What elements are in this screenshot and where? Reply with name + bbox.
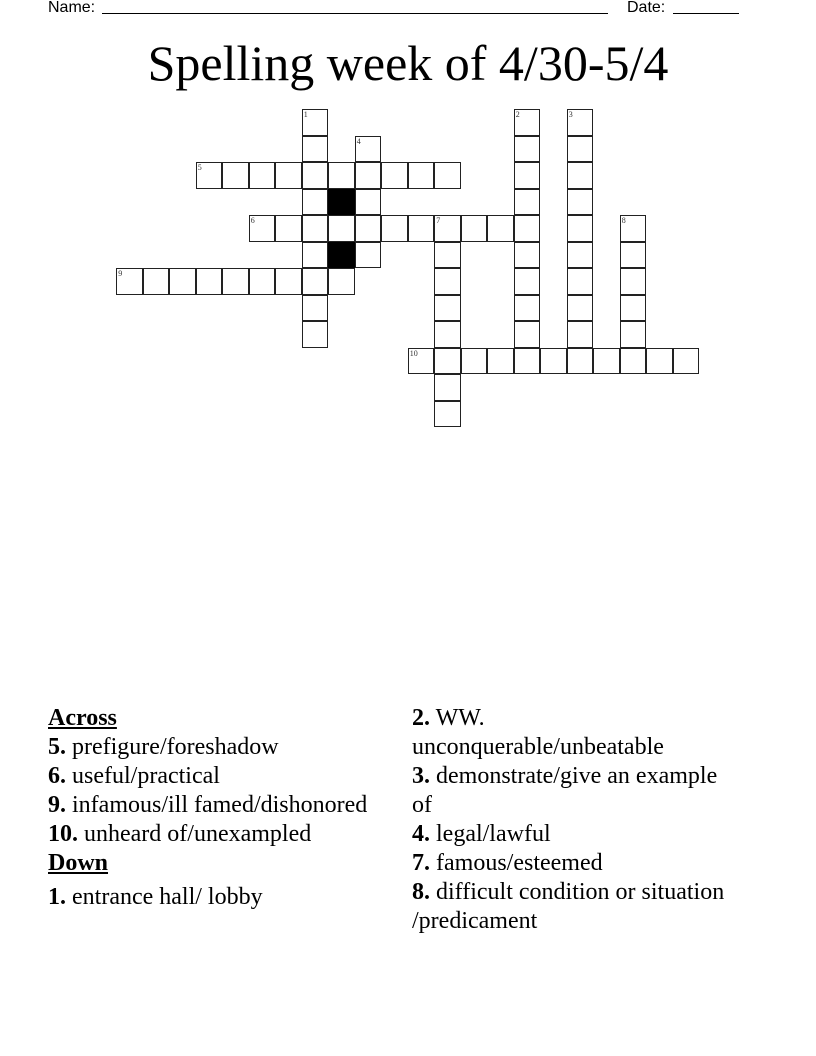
grid-cell[interactable] [514,136,541,163]
grid-cell[interactable] [302,215,329,242]
clues-column-left [48,704,378,912]
clue-across-10 [48,820,378,849]
cell-number: 6 [250,216,255,226]
cell-number: 10 [409,348,418,358]
grid-cell[interactable] [302,321,329,348]
grid-cell[interactable] [302,242,329,269]
grid-cell[interactable] [328,215,355,242]
clue-text: infamous/ill famed/dishonored [66,792,368,818]
grid-cell[interactable] [355,136,382,163]
grid-cell[interactable] [434,242,461,269]
grid-cell[interactable] [487,348,514,375]
grid-cell[interactable] [116,268,143,295]
grid-cell[interactable] [434,215,461,242]
cell-number: 8 [621,216,626,226]
grid-cell[interactable] [434,374,461,401]
grid-cell[interactable] [408,348,435,375]
grid-cell[interactable] [620,348,647,375]
grid-cell[interactable] [514,109,541,136]
grid-cell[interactable] [487,215,514,242]
grid-cell[interactable] [514,162,541,189]
cell-number: 7 [436,216,441,226]
date-field[interactable] [673,0,739,14]
clue-number: 8. [412,879,430,905]
clue-across-9 [48,791,378,820]
clue-text: famous/esteemed [430,850,603,876]
grid-cell[interactable] [249,215,276,242]
grid-cell[interactable] [461,215,488,242]
cell-number: 1 [303,110,308,120]
grid-cell[interactable] [567,321,594,348]
grid-cell[interactable] [275,215,302,242]
grid-cell[interactable] [328,268,355,295]
grid-cell[interactable] [673,348,700,375]
grid-cell[interactable] [514,242,541,269]
grid-cell[interactable] [567,295,594,322]
clue-number: 1. [48,884,66,910]
clue-number: 7. [412,850,430,876]
page-title: Spelling week of 4/30-5/4 [147,35,669,91]
clue-down-1 [48,883,378,912]
down-heading: Down [48,850,109,876]
grid-cell[interactable] [222,162,249,189]
cell-number: 4 [356,136,361,146]
cell-number: 2 [515,110,520,120]
grid-cell[interactable] [434,268,461,295]
clue-text: prefigure/foreshadow [66,734,279,760]
grid-cell[interactable] [355,189,382,216]
grid-cell[interactable] [302,136,329,163]
grid-cell[interactable] [514,295,541,322]
clues-column-right [412,704,742,936]
grid-cell[interactable] [567,162,594,189]
clue-down-8 [412,878,742,936]
clue-text: demonstrate/give an example of [412,763,718,818]
grid-cell[interactable] [434,295,461,322]
grid-cell[interactable] [567,109,594,136]
grid-cell[interactable] [302,268,329,295]
name-label: Name: [48,0,96,16]
grid-cell[interactable] [196,162,223,189]
grid-cell[interactable] [222,268,249,295]
grid-cell[interactable] [381,162,408,189]
name-field[interactable] [102,0,608,14]
grid-cell[interactable] [567,268,594,295]
grid-cell[interactable] [408,162,435,189]
clue-across-5 [48,733,378,762]
grid-cell[interactable] [567,215,594,242]
clue-number: 3. [412,763,430,789]
grid-cell[interactable] [567,242,594,269]
grid-cell[interactable] [620,321,647,348]
clue-down-4 [412,820,742,849]
clue-down-3 [412,762,742,820]
grid-cell[interactable] [275,162,302,189]
cell-number: 9 [118,269,123,279]
grid-cell[interactable] [514,189,541,216]
grid-cell[interactable] [355,215,382,242]
clue-text: unheard of/unexampled [78,821,312,847]
clue-number: 5. [48,734,66,760]
grid-cell[interactable] [434,401,461,428]
grid-cell[interactable] [302,109,329,136]
black-cell [328,189,355,216]
cell-number: 3 [568,110,573,120]
grid-cell[interactable] [567,189,594,216]
crossword-grid [117,110,707,430]
grid-cell[interactable] [593,348,620,375]
clue-number: 2. [412,705,430,731]
black-cell [328,242,355,269]
grid-cell[interactable] [196,268,223,295]
grid-cell[interactable] [620,268,647,295]
grid-cell[interactable] [514,215,541,242]
date-label: Date: [627,0,666,16]
grid-cell[interactable] [302,162,329,189]
clue-number: 9. [48,792,66,818]
clue-number: 10. [48,821,78,847]
grid-cell[interactable] [355,242,382,269]
across-heading: Across [48,705,117,731]
grid-cell[interactable] [620,295,647,322]
grid-cell[interactable] [381,215,408,242]
clue-across-6 [48,762,378,791]
grid-cell[interactable] [302,189,329,216]
clue-text: legal/lawful [430,821,551,847]
clue-number: 4. [412,821,430,847]
grid-cell[interactable] [408,215,435,242]
grid-cell[interactable] [514,321,541,348]
grid-cell[interactable] [434,348,461,375]
grid-cell[interactable] [275,268,302,295]
clue-text: entrance hall/ lobby [66,884,263,910]
grid-cell[interactable] [540,348,567,375]
grid-cell[interactable] [620,242,647,269]
grid-cell[interactable] [620,215,647,242]
grid-cell[interactable] [355,162,382,189]
clue-text: useful/practical [66,763,220,789]
grid-cell[interactable] [169,268,196,295]
cell-number: 5 [197,163,202,173]
grid-cell[interactable] [461,348,488,375]
clue-down-7 [412,849,742,878]
grid-cell[interactable] [249,268,276,295]
grid-cell[interactable] [328,162,355,189]
header-line [48,0,748,19]
grid-cell[interactable] [434,162,461,189]
grid-cell[interactable] [514,348,541,375]
clue-number: 6. [48,763,66,789]
grid-cell[interactable] [434,321,461,348]
grid-cell[interactable] [249,162,276,189]
grid-cell[interactable] [567,348,594,375]
clue-down-2 [412,704,742,762]
grid-cell[interactable] [646,348,673,375]
clue-text: difficult condition or situation /predicament [412,879,725,934]
clue-text: WW. unconquerable/unbeatable [412,705,664,760]
grid-cell[interactable] [143,268,170,295]
grid-cell[interactable] [514,268,541,295]
grid-cell[interactable] [302,295,329,322]
grid-cell[interactable] [567,136,594,163]
